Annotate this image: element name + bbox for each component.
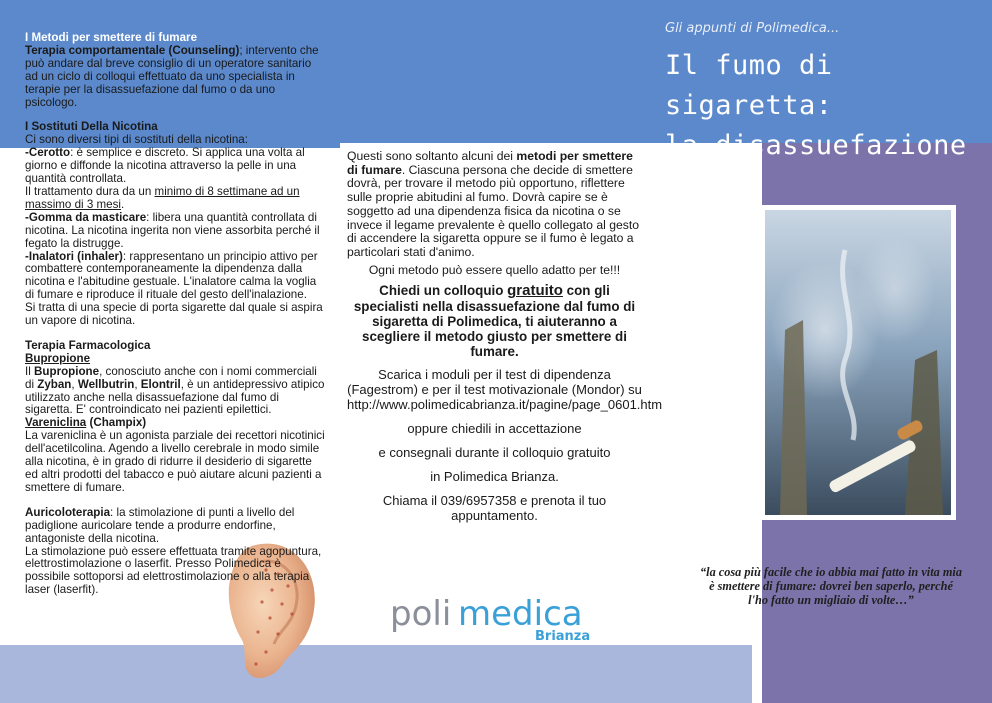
page-title (665, 46, 992, 166)
polimedica-brianza-line: in Polimedica Brianza. (430, 469, 559, 485)
bup-wellbutrin: Wellbutrin (77, 377, 135, 391)
inalatori-text: : rappresentano un principio attivo per combattere contemporaneamente la dipendenza dalla nicotina e l'abitudine gestuale. L'inalatore calma la voglia di fumare e riproduce il rituale del gesto dell'inalazione. (25, 249, 318, 302)
counseling-text: intervento che può andare dal breve consiglio di un operatore sanitario ad un ciclo di colloqui effettuato da uno specialista in terapie per la disassuefazione dal fumo o da uno psicologo. (25, 43, 319, 109)
bup-name: Bupropione (34, 364, 100, 378)
middle-column (347, 149, 663, 524)
inalatori-paragraph (25, 251, 325, 303)
treatment-paragraph (25, 186, 325, 212)
inalatori-paragraph-2: Si tratta di una specie di porta sigarette dal quale si aspira un vapore di nicotina. (25, 301, 323, 328)
header-subtitle: Gli appunti di Polimedica... (665, 21, 840, 36)
heading-substitutes: I Sostituti Della Nicotina (25, 120, 158, 134)
bup-comma-2: , (134, 377, 141, 391)
logo-poli: poli (390, 594, 452, 634)
summary-pre: Questi sono soltanto alcuni dei (347, 149, 517, 163)
bup-zyban: Zyban (37, 377, 72, 391)
cerotto-label: -Cerotto (25, 146, 71, 160)
cigarette-image (765, 210, 951, 515)
every-method-line: Ogni metodo può essere quello adatto per te!!! (368, 262, 621, 277)
treatment-pre: Il trattamento dura da un (25, 184, 155, 198)
heading-pharmacologic: Terapia Farmacologica (25, 338, 151, 352)
left-column (25, 32, 325, 597)
logo-brianza: Brianza (535, 629, 591, 643)
gomma-text: : libera una quantità controllata di nicotina. La nicotina ingerita non viene assorbita perché il fegato la distrugge. (25, 210, 320, 250)
gomma-paragraph (25, 212, 325, 251)
summary-bold: metodi per smettere di fumare (347, 149, 633, 177)
bup-elontril: Elontril (140, 377, 181, 391)
quote: “la cosa più facile che io abbia mai fatto in vita mia è smettere di fumare: dovrei ben saperlo, perché l'ho fatto un migliaio di volte…” (700, 565, 962, 607)
bup-comma-1: , (71, 377, 78, 391)
auricoloterapia-label: Auricoloterapia (25, 505, 111, 519)
treatment-post: . (121, 197, 125, 211)
heading-methods: I Metodi per smettere di fumare (25, 31, 198, 44)
substitutes-intro: Ci sono diversi tipi di sostituti della nicotina: (25, 133, 248, 147)
counseling-label: Terapia comportamentale (Counseling) (25, 43, 240, 57)
title-line-2: la disassuefazione (665, 130, 967, 161)
phone-appointment: Chiama il 039/6957358 e prenota il tuo appuntamento. (382, 493, 607, 524)
bupropione-heading: Bupropione (25, 351, 91, 365)
bupropione-paragraph (25, 366, 325, 418)
free-consult-call (347, 283, 642, 359)
auricoloterapia-paragraph (25, 507, 325, 546)
logo-medica: medica (458, 594, 583, 634)
gomma-label: -Gomma da masticare (25, 210, 147, 224)
methods-summary (347, 150, 642, 260)
consult-post: con gli specialisti nella disassuefazione dal fumo di sigaretta di Polimedica, ti aiuteranno a scegliere il metodo giusto per smettere di fumare. (353, 283, 636, 360)
summary-post: . Ciascuna persona che decide di smettere dovrà, per trovare il metodo più opportuno, riflettere sulle proprie abitudini al fumo. Dovrà capire se è soggetto ad una dipendenza fisica da nicotina o se invece il legame prevalente è quello collegato al gesto di accendere la sigaretta oppure se il fumo è legato a particolari stati d'animo. (347, 162, 640, 259)
vareniclina-paragraph: La vareniclina è un agonista parziale dei recettori nicotinici dell'acetilcolina. Agendo a livello cerebrale in modo simile alla nicotina, è in grado di ridurre il desiderio di sigarette ed altri prodotti del tabacco e può aiutare alcuni pazienti a smettere di fumare. (25, 429, 325, 494)
cigarette-photo (760, 205, 956, 520)
download-forms: Scarica i moduli per il test di dipendenza (Fagestrom) e per il test motivazionale (Mondor) su http://www.polimedicabrianza.it/pagine/page_0601.htm (347, 367, 663, 413)
inalatori-label: -Inalatori (inhaler) (25, 249, 123, 263)
bup-pre: Il (25, 364, 35, 378)
counseling-paragraph (25, 45, 325, 110)
bottom-band (0, 645, 752, 703)
counseling-semicolon: ; (239, 43, 243, 57)
consult-free: gratuito (507, 282, 563, 300)
treatment-duration: minimo di 8 settimane ad un massimo di 3 mesi (25, 184, 300, 211)
bup-post: , è un antidepressivo atipico utilizzato anche nella disassuefazione dal fumo di sigaretta. E' controindicato nei pazienti epilettici. (25, 377, 325, 417)
polimedica-logo (390, 593, 600, 643)
cerotto-paragraph (25, 147, 325, 186)
auricoloterapia-text: : la stimolazione di punti a livello del padiglione auricolare tende a produrre endorfine, antagoniste della nicotina. (25, 505, 295, 545)
ask-reception: oppure chiedili in accettazione (407, 421, 582, 437)
vareniclina-label: Vareniclina (25, 416, 87, 430)
cerotto-text: : è semplice e discreto. Si applica una volta al giorno e diffonde la nicotina attraverso la pelle in una quantità controllata. (25, 146, 305, 186)
bup-mid: , conosciuto anche con i nomi commerciali di (25, 364, 317, 391)
deliver-forms: e consegnali durante il colloquio gratuito (378, 445, 611, 461)
auricoloterapia-paragraph-2: La stimolazione può essere effettuata tramite agopuntura, elettrostimolazione o laserfit. Presso Polimedica è possibile sottoporsi ad elettrostimolazione o alla terapia laser (laserfit). (25, 544, 322, 597)
vareniclina-brand: (Champix) (86, 416, 147, 430)
title-line-1: Il fumo di sigaretta: (665, 50, 833, 121)
consult-pre: Chiedi un colloquio (379, 283, 508, 299)
